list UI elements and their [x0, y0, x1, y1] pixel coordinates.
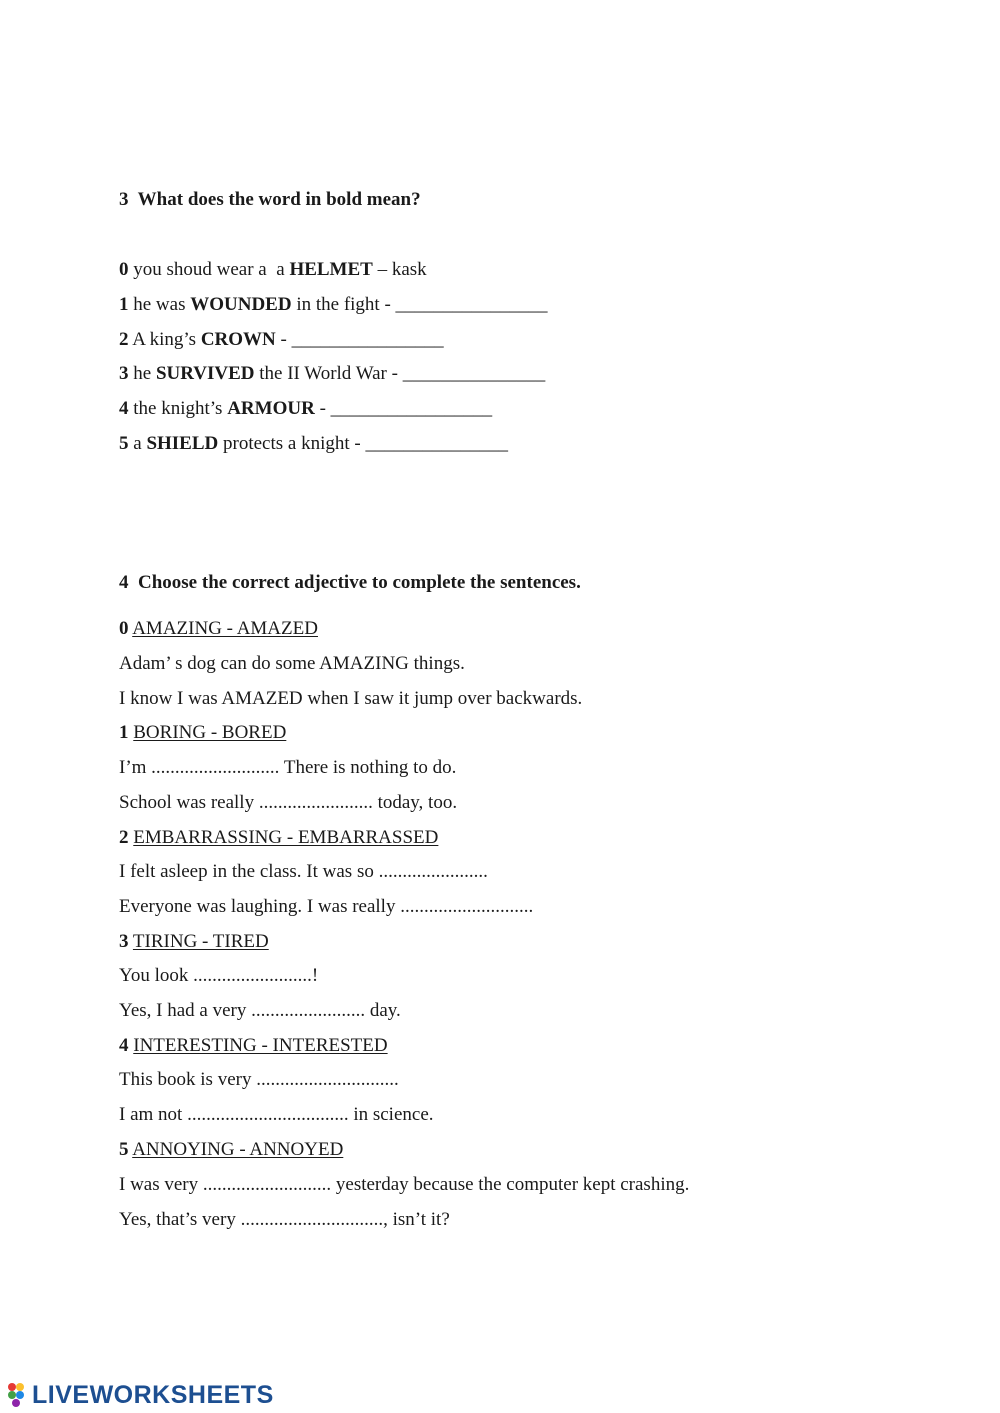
group-2-line-2[interactable]: Everyone was laughing. I was really ............................	[119, 896, 534, 917]
logo-text: LIVEWORKSHEETS	[32, 1380, 274, 1409]
group-0-line-2: I know I was AMAZED when I saw it jump over backwards.	[119, 688, 583, 709]
answer-blank-2[interactable]: ________________	[291, 329, 444, 350]
group-2-title: 2 EMBARRASSING - EMBARRASSED	[119, 827, 439, 848]
group-1-line-2[interactable]: School was really ........................ today, too.	[119, 792, 458, 813]
group-4-line-2[interactable]: I am not .................................. in science.	[119, 1104, 434, 1125]
group-5-line-2[interactable]: Yes, that’s very .............................., isn’t it?	[119, 1209, 450, 1230]
group-3-line-1[interactable]: You look .........................!	[119, 965, 319, 986]
group-5-title: 5 ANNOYING - ANNOYED	[119, 1139, 344, 1160]
liveworksheets-logo-icon	[8, 1383, 30, 1407]
answer-blank-1[interactable]: ________________	[395, 294, 548, 315]
group-1-line-1[interactable]: I’m ........................... There is nothing to do.	[119, 757, 457, 778]
answer-blank-3[interactable]: _______________	[402, 363, 546, 384]
group-4-title: 4 INTERESTING - INTERESTED	[119, 1035, 388, 1056]
section-3-item-4: 4 the knight’s ARMOUR - _________________	[119, 398, 493, 419]
group-0-title: 0 AMAZING - AMAZED	[119, 618, 318, 639]
group-0-line-1: Adam’ s dog can do some AMAZING things.	[119, 653, 465, 674]
liveworksheets-logo[interactable]	[8, 1381, 274, 1409]
section-3-item-5: 5 a SHIELD protects a knight - _______________	[119, 433, 508, 454]
section-3-item-1: 1 he was WOUNDED in the fight - ________________	[119, 294, 548, 315]
group-1-title: 1 BORING - BORED	[119, 722, 287, 743]
section-3-item-0: 0 you shoud wear a a HELMET – kask	[119, 259, 427, 280]
section-4-heading: 4 Choose the correct adjective to complete the sentences.	[119, 572, 581, 593]
group-3-title: 3 TIRING - TIRED	[119, 931, 269, 952]
section-3-heading: 3 What does the word in bold mean?	[119, 189, 421, 210]
answer-blank-4[interactable]: _________________	[330, 398, 493, 419]
group-5-line-1[interactable]: I was very ........................... yesterday because the computer kept crashing.	[119, 1174, 690, 1195]
group-4-line-1[interactable]: This book is very ..............................	[119, 1069, 399, 1090]
group-2-line-1[interactable]: I felt asleep in the class. It was so .......................	[119, 861, 488, 882]
group-3-line-2[interactable]: Yes, I had a very ........................ day.	[119, 1000, 401, 1021]
section-3-item-2: 2 A king’s CROWN - ________________	[119, 329, 444, 350]
answer-blank-5[interactable]: _______________	[365, 433, 508, 454]
section-3-item-3: 3 he SURVIVED the II World War - _______________	[119, 363, 546, 384]
